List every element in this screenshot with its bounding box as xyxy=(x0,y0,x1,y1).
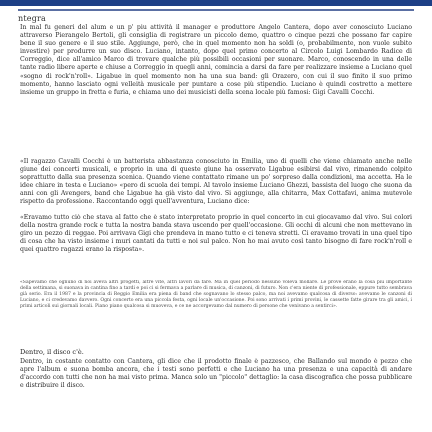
paragraph-5: Dentro, in costante contatto con Cantera, gli dice che il prodotto finale è pazzesco, che Ballando sul mondo è pezzo che apre l'album e suona bomba ancora, che i testi sono perfetti e che Luciano ha una presenza e una capacità di andare d'accordo con tutti che non ha mai visto prima. Manca solo un "piccolo" dettaglio: la casa discografica che possa pubblicare e distribuire il disco. xyxy=(20,358,412,390)
section-header: ntegra xyxy=(18,14,47,23)
subsection-title: Dentro, il disco c'è. xyxy=(20,348,84,356)
top-color-bar xyxy=(0,0,432,6)
top-rule xyxy=(18,9,414,11)
paragraph-3: «Eravamo tutto ciò che stava al fatto che è stato interpretato proprio in quel concerto in cui giocavamo dal vivo. Sui colori della nostra grande rock e tutta la nostra banda stava uscendo per quell'occasione. Gli occhi di alcuni che non mettevano in giro un pezzo di reggae. Poi arrivava Gigi che prendeva in mano tutto e ci teneva stretti. Ci eravamo trovati in una quel tipo di cosa che ha visto insieme i muri cantati da tutti e noi sul palco. Non ho mai avuto così tanto bisogno di fare rock'n'roll e quei quattro ragazzi erano la risposta». xyxy=(20,214,412,254)
paragraph-2: «Il ragazzo Cavalli Cocchi è un batterista abbastanza conosciuto in Emilia, uno di quelli che viene chiamato anche nelle giune dei concerti musicali, e proprio in una di queste giune ha osservato Ligabue esibirsi dal vivo, rimanendo colpito soprattutto dalla sua presenza scenica. Quando viene contattato rimane un po' sorpreso dalla condizioni, ma accetta. Ha le idee chiare in testa e Luciano» «pero di scuola dei tempi. Al tavolo insieme Luciano Ghezzi, bassista del luogo che suona da anni con gli Avengers, band che Ligabue ha già visto dal vivo. Si aggiunge, alla chitarra, Max Cottafavi, anima mutevole rispetto da professione. Raccontando oggi quell'avventura, Luciano dice: xyxy=(20,158,412,206)
paragraph-1: In mal fu generi del alum e un p' piu attività il manager e produttore Angelo Cantera, dopo aver conosciuto Luciano attraverso Pierangelo Bertoli, gli consiglia di registrare un piccolo demo, quattro o cinque pezzi che possano far capire bene il suo genere e il suo stile. Aggiunge, però, che in quel momento non ha soldi (o, probabilmente, non vuole subito investire) per produrre un suo disco. Luciano, intanto, dopo quel primo concerto al Circolo Luigi Lombardo Radice di Correggio, dice all'amico Marco di trovare qualche più possibili occasioni per suonare. Marco, conoscendo in una delle tante radio libere aperte e chiuse a Correggio in quegli anni, comincia a darsi da fare per realizzare insieme a Luciano quel «sogno di rock'n'roll». Ligabue in quel momento non ha una sua band: gli Orazero, con cui il suo finito il suo primo momento, hanno lasciato ogni velleità musicale per puntare a cose più stipendio. Luciano è quindi costretto a mettere insieme un gruppo in fretta e furia, e chiama uno dei musicisti della scena locale più famosi: Gigi Cavalli Cocchi. xyxy=(20,24,412,96)
quoted-paragraph: «Sapevamo che ognuno di noi aveva altri progetti, altre vite, altri lavori da fare. Ma in quel periodo nessuno voleva mollare. Le prove erano la cosa più importante della settimana, si suonava in cantina fino a tardi e poi ci si fermava a parlare di musica, di canzoni, di futuro. Non c'era niente di professionale, eppure tutto sembrava già serio. Era il 1987 e la provincia di Reggio Emilia era piena di band che sognavano lo stesso palco, ma noi avevamo qualcosa di diverso: avevamo le canzoni di Luciano, e ci credevamo davvero. Ogni concerto era una piccola festa, ogni locale un'occasione. Poi sono arrivati i primi provini, le cassette fatte girare tra gli amici, i primi articoli sui giornali locali. Piano piano qualcosa si muoveva, e ce ne accorgevamo dal numero di persone che venivano a sentirci». xyxy=(20,280,412,309)
